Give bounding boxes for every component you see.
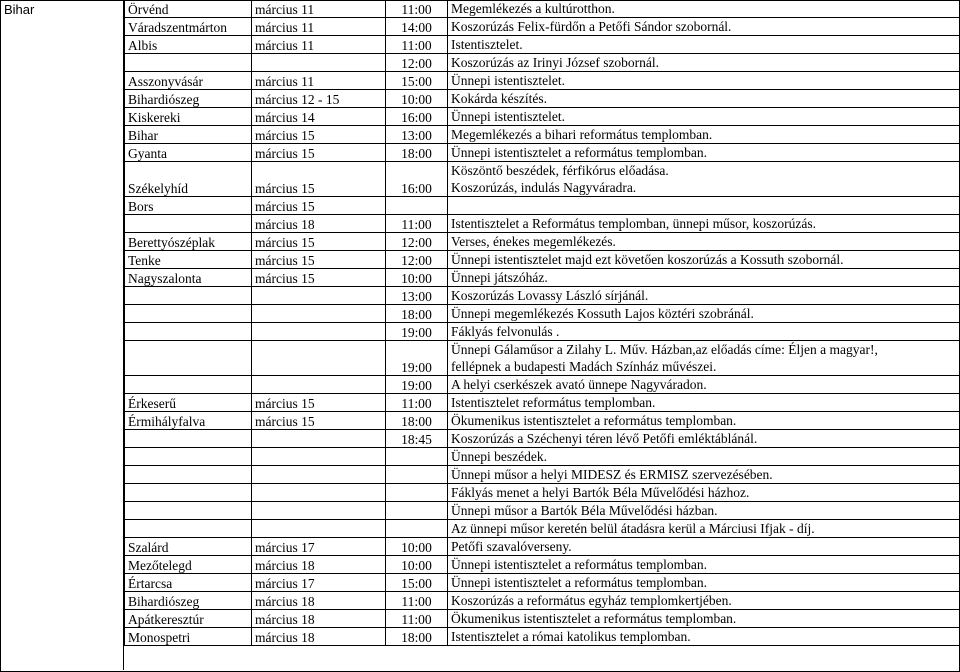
table-row [125, 502, 959, 520]
place-cell: Értarcsa [125, 574, 252, 592]
table-row [125, 126, 959, 144]
table-row [125, 0, 959, 18]
table-row [125, 144, 959, 162]
date-cell: március 17 [252, 574, 386, 592]
events-table-body [125, 0, 959, 646]
date-cell: március 12 - 15 [252, 90, 386, 108]
time-cell [386, 197, 448, 215]
place-cell: Berettyószéplak [125, 233, 252, 251]
description-line: Ünnepi istentisztelet a református templomban. [451, 575, 708, 590]
description-line: Ünnepi istentisztelet. [451, 73, 565, 88]
description-line: Ünnepi megemlékezés Kossuth Lajos köztéri szobránál. [451, 306, 754, 321]
place-cell: Monospetri [125, 628, 252, 646]
description-cell [448, 18, 959, 36]
time-cell [386, 448, 448, 466]
description-cell [448, 574, 959, 592]
description-cell [448, 0, 959, 18]
table-row [125, 610, 959, 628]
description-cell [448, 502, 959, 520]
description-cell [448, 215, 959, 233]
place-cell [125, 323, 252, 341]
time-cell: 16:00 [386, 108, 448, 126]
time-cell: 11:00 [386, 36, 448, 54]
description-line: Koszorúzás a Széchenyi téren lévő Petőfi emléktáblánál. [451, 431, 758, 446]
date-cell [252, 376, 386, 394]
date-cell: március 18 [252, 215, 386, 233]
place-cell: Gyanta [125, 144, 252, 162]
place-cell: Mezőtelegd [125, 556, 252, 574]
place-cell: Tenke [125, 251, 252, 269]
description-line: Verses, énekes megemlékezés. [451, 234, 616, 249]
table-row [125, 430, 959, 448]
description-cell [448, 108, 959, 126]
time-cell: 12:00 [386, 233, 448, 251]
place-cell [125, 448, 252, 466]
description-line: Ünnepi Gálaműsor a Zilahy L. Műv. Házban,az előadás címe: Éljen a magyar!, [451, 342, 878, 357]
date-cell: március 18 [252, 592, 386, 610]
place-cell [125, 305, 252, 323]
date-cell: március 15 [252, 251, 386, 269]
description-line: Ünnepi istentisztelet majd ezt követően koszorúzás a Kossuth szobornál. [451, 252, 844, 267]
time-cell: 10:00 [386, 269, 448, 287]
place-cell: Érkeserű [125, 394, 252, 412]
table-row [125, 466, 959, 484]
place-cell: Örvénd [125, 0, 252, 18]
date-cell: március 18 [252, 556, 386, 574]
date-cell: március 11 [252, 18, 386, 36]
description-line [451, 197, 959, 214]
description-cell [448, 556, 959, 574]
description-cell [448, 72, 959, 90]
description-line: Ünnepi istentisztelet a református templomban. [451, 145, 708, 160]
time-cell [386, 484, 448, 502]
place-cell: Bihardiószeg [125, 592, 252, 610]
date-cell [252, 341, 386, 376]
table-row [125, 54, 959, 72]
place-cell [125, 376, 252, 394]
description-cell [448, 341, 959, 376]
description-line: Ünnepi műsor a Bartók Béla Művelődési házban. [451, 503, 718, 518]
table-row [125, 628, 959, 646]
description-line: A helyi cserkészek avató ünnepe Nagyváradon. [451, 377, 707, 392]
description-line: Ökumenikus istentisztelet a református templomban. [451, 611, 737, 626]
table-row [125, 72, 959, 90]
date-cell: március 15 [252, 233, 386, 251]
time-cell: 19:00 [386, 323, 448, 341]
date-cell: március 15 [252, 269, 386, 287]
table-row [125, 341, 959, 376]
table-row [125, 592, 959, 610]
description-cell [448, 466, 959, 484]
place-cell [125, 502, 252, 520]
description-cell [448, 412, 959, 430]
date-cell: március 15 [252, 126, 386, 144]
date-cell: március 18 [252, 628, 386, 646]
date-cell [252, 466, 386, 484]
table-row [125, 251, 959, 269]
table-row [125, 90, 959, 108]
place-cell [125, 430, 252, 448]
date-cell: március 11 [252, 72, 386, 90]
table-row [125, 197, 959, 215]
description-line: Petőfi szavalóverseny. [451, 539, 572, 554]
date-cell [252, 323, 386, 341]
time-cell: 19:00 [386, 376, 448, 394]
description-line: Ünnepi játszóház. [451, 270, 548, 285]
date-cell: március 11 [252, 0, 386, 18]
description-cell [448, 36, 959, 54]
description-cell [448, 538, 959, 556]
table-row [125, 36, 959, 54]
place-cell: Asszonyvásár [125, 72, 252, 90]
place-cell: Albis [125, 36, 252, 54]
date-cell [252, 502, 386, 520]
table-row [125, 412, 959, 430]
description-cell [448, 162, 959, 197]
description-line: Istentisztelet. [451, 37, 523, 52]
place-cell [125, 466, 252, 484]
table-row [125, 394, 959, 412]
date-cell [252, 520, 386, 538]
place-cell [125, 520, 252, 538]
place-cell: Apátkeresztúr [125, 610, 252, 628]
place-cell [125, 54, 252, 72]
time-cell: 12:00 [386, 54, 448, 72]
table-row [125, 484, 959, 502]
date-cell: március 15 [252, 197, 386, 215]
table-row [125, 305, 959, 323]
time-cell: 18:00 [386, 412, 448, 430]
time-cell: 19:00 [386, 341, 448, 376]
description-cell [448, 144, 959, 162]
date-cell [252, 484, 386, 502]
description-line: Koszorúzás a református egyház templomkertjében. [451, 593, 732, 608]
description-line: Köszöntő beszédek, férfikórus előadása. [451, 163, 669, 178]
date-cell [252, 54, 386, 72]
description-line: Megemlékezés a bihari református templomban. [451, 127, 713, 142]
description-cell [448, 484, 959, 502]
table-row [125, 556, 959, 574]
time-cell: 18:45 [386, 430, 448, 448]
place-cell [125, 215, 252, 233]
time-cell: 11:00 [386, 0, 448, 18]
table-row [125, 287, 959, 305]
description-cell [448, 376, 959, 394]
time-cell: 13:00 [386, 287, 448, 305]
date-cell: március 15 [252, 412, 386, 430]
date-cell [252, 430, 386, 448]
description-cell [448, 305, 959, 323]
place-cell: Érmihályfalva [125, 412, 252, 430]
description-cell [448, 628, 959, 646]
date-cell: március 15 [252, 162, 386, 197]
description-cell [448, 90, 959, 108]
table-row [125, 18, 959, 36]
place-cell [125, 341, 252, 376]
time-cell: 10:00 [386, 90, 448, 108]
date-cell: március 18 [252, 610, 386, 628]
table-row [125, 269, 959, 287]
time-cell: 12:00 [386, 251, 448, 269]
table-row [125, 376, 959, 394]
place-cell [125, 287, 252, 305]
table-row [125, 520, 959, 538]
county-name: Bihar [4, 2, 35, 17]
table-row [125, 233, 959, 251]
description-line: Ünnepi istentisztelet a református templomban. [451, 557, 708, 572]
time-cell: 11:00 [386, 592, 448, 610]
description-cell [448, 592, 959, 610]
time-cell: 11:00 [386, 394, 448, 412]
description-line: Az ünnepi műsor keretén belül átadásra kerül a Márciusi Ifjak - díj. [451, 521, 815, 536]
description-line: Koszorúzás Lovassy László sírjánál. [451, 288, 649, 303]
description-line: Koszorúzás az Irinyi József szobornál. [451, 55, 660, 70]
description-cell [448, 610, 959, 628]
time-cell: 16:00 [386, 162, 448, 197]
time-cell [386, 466, 448, 484]
place-cell: Nagyszalonta [125, 269, 252, 287]
description-cell [448, 54, 959, 72]
events-table [124, 0, 959, 646]
time-cell: 11:00 [386, 610, 448, 628]
time-cell: 18:00 [386, 628, 448, 646]
time-cell: 10:00 [386, 556, 448, 574]
description-line: Fáklyás felvonulás . [451, 324, 560, 339]
description-cell [448, 323, 959, 341]
description-line: Kokárda készítés. [451, 91, 547, 106]
table-row [125, 215, 959, 233]
place-cell: Bihar [125, 126, 252, 144]
table-row [125, 323, 959, 341]
description-cell [448, 269, 959, 287]
time-cell [386, 502, 448, 520]
place-cell: Bors [125, 197, 252, 215]
place-cell [125, 484, 252, 502]
description-cell [448, 251, 959, 269]
description-cell [448, 430, 959, 448]
date-cell: március 15 [252, 144, 386, 162]
time-cell: 15:00 [386, 72, 448, 90]
description-cell [448, 520, 959, 538]
date-cell: március 11 [252, 36, 386, 54]
time-cell: 11:00 [386, 215, 448, 233]
county-column [0, 0, 124, 670]
description-cell [448, 287, 959, 305]
table-row [125, 538, 959, 556]
description-line: Megemlékezés a kultúrotthon. [451, 1, 615, 16]
description-line: Ünnepi beszédek. [451, 449, 547, 464]
place-cell: Váradszentmárton [125, 18, 252, 36]
time-cell: 15:00 [386, 574, 448, 592]
description-line: Koszorúzás Felix-fürdőn a Petőfi Sándor szobornál. [451, 19, 732, 34]
date-cell [252, 448, 386, 466]
table-row [125, 108, 959, 126]
place-cell: Szalárd [125, 538, 252, 556]
description-line: Ünnepi műsor a helyi MIDESZ és ERMISZ szervezésében. [451, 467, 773, 482]
description-line: Istentisztelet református templomban. [451, 395, 656, 410]
time-cell: 10:00 [386, 538, 448, 556]
place-cell: Bihardiószeg [125, 90, 252, 108]
date-cell: március 15 [252, 394, 386, 412]
table-row [125, 574, 959, 592]
description-cell [448, 448, 959, 466]
date-cell [252, 305, 386, 323]
date-cell: március 14 [252, 108, 386, 126]
time-cell: 18:00 [386, 305, 448, 323]
description-cell [448, 394, 959, 412]
description-line: Koszorúzás, indulás Nagyváradra. [451, 180, 637, 195]
description-cell [448, 197, 959, 215]
description-line: Ökumenikus istentisztelet a református templomban. [451, 413, 737, 428]
description-line: Fáklyás menet a helyi Bartók Béla Művelődési házhoz. [451, 485, 750, 500]
description-line: Ünnepi istentisztelet. [451, 109, 565, 124]
time-cell [386, 520, 448, 538]
place-cell: Kiskereki [125, 108, 252, 126]
time-cell: 14:00 [386, 18, 448, 36]
description-cell [448, 233, 959, 251]
table-row [125, 162, 959, 197]
place-cell: Székelyhíd [125, 162, 252, 197]
description-line: fellépnek a budapesti Madách Színház művészei. [451, 359, 717, 374]
table-row [125, 448, 959, 466]
description-cell [448, 126, 959, 144]
description-line: Istentisztelet a római katolikus templomban. [451, 629, 691, 644]
date-cell: március 17 [252, 538, 386, 556]
date-cell [252, 287, 386, 305]
description-line: Istentisztelet a Református templomban, ünnepi műsor, koszorúzás. [451, 216, 816, 231]
time-cell: 18:00 [386, 144, 448, 162]
time-cell: 13:00 [386, 126, 448, 144]
